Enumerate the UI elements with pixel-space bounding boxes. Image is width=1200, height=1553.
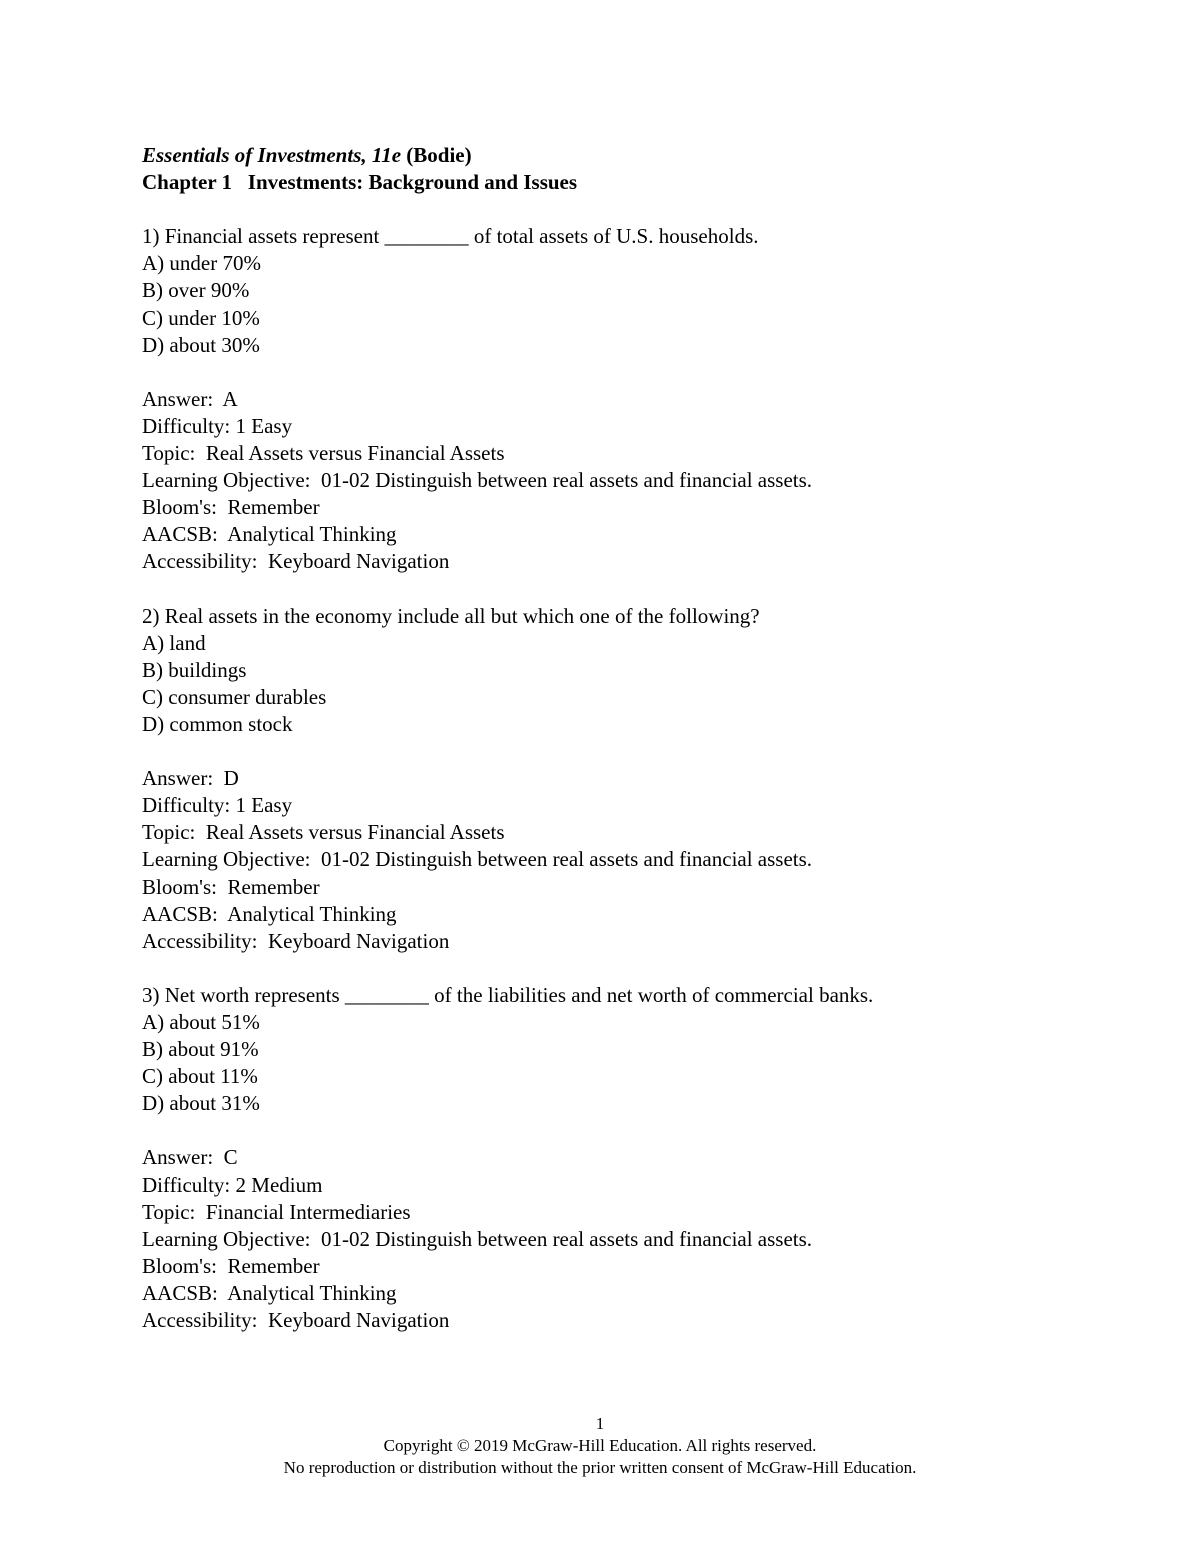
accessibility-tag: Accessibility: Keyboard Navigation [142, 1308, 450, 1333]
aacsb-tag: AACSB: Analytical Thinking [142, 522, 397, 547]
book-title: Essentials of Investments, 11e [142, 143, 402, 167]
distribution-notice: No reproduction or distribution without the prior written consent of McGraw-Hill Education. [283, 1458, 917, 1477]
learning-objective: Learning Objective: 01-02 Distinguish between real assets and financial assets. [142, 468, 813, 493]
answer-key: Answer: D [142, 766, 239, 791]
answer-option: D) about 30% [142, 332, 260, 357]
aacsb-tag: AACSB: Analytical Thinking [142, 1280, 397, 1305]
topic: Topic: Real Assets versus Financial Assets [142, 820, 505, 845]
question-stem: 1) Financial assets represent ________ of total assets of U.S. households. [142, 224, 759, 249]
learning-objective: Learning Objective: 01-02 Distinguish between real assets and financial assets. [142, 847, 813, 872]
question-block [142, 603, 1102, 955]
answer-option: A) under 70% [142, 251, 261, 276]
answer-option: A) land [142, 630, 206, 655]
difficulty: Difficulty: 1 Easy [142, 793, 293, 818]
aacsb-tag: AACSB: Analytical Thinking [142, 901, 397, 926]
answer-option: C) consumer durables [142, 684, 327, 709]
document-body [142, 142, 1102, 1334]
page-footer [0, 1413, 1200, 1479]
question-block [142, 223, 1102, 575]
difficulty: Difficulty: 2 Medium [142, 1172, 323, 1197]
answer-option: B) over 90% [142, 278, 250, 303]
answer-key: Answer: A [142, 386, 238, 411]
answer-option: D) common stock [142, 711, 293, 736]
accessibility-tag: Accessibility: Keyboard Navigation [142, 928, 450, 953]
answer-option: B) buildings [142, 657, 247, 682]
topic: Topic: Real Assets versus Financial Assets [142, 441, 505, 466]
question-stem: 2) Real assets in the economy include all but which one of the following? [142, 603, 760, 628]
question-stem: 3) Net worth represents ________ of the liabilities and net worth of commercial banks. [142, 982, 874, 1007]
learning-objective: Learning Objective: 01-02 Distinguish between real assets and financial assets. [142, 1226, 813, 1251]
question-block [142, 982, 1102, 1334]
answer-key: Answer: C [142, 1145, 238, 1170]
answer-option: C) under 10% [142, 305, 260, 330]
answer-option: C) about 11% [142, 1064, 258, 1089]
answer-option: A) about 51% [142, 1010, 260, 1034]
copyright-notice: Copyright © 2019 McGraw-Hill Education. All rights reserved. [383, 1436, 817, 1455]
topic: Topic: Financial Intermediaries [142, 1199, 411, 1224]
blooms-level: Bloom's: Remember [142, 495, 320, 520]
chapter-title: Chapter 1 Investments: Background and Issues [142, 170, 578, 195]
book-title-line [142, 142, 1102, 169]
difficulty: Difficulty: 1 Easy [142, 413, 293, 438]
accessibility-tag: Accessibility: Keyboard Navigation [142, 549, 450, 574]
book-author: (Bodie) [401, 143, 472, 167]
blooms-level: Bloom's: Remember [142, 1253, 320, 1278]
page-number: 1 [595, 1414, 605, 1433]
answer-option: B) about 91% [142, 1037, 259, 1062]
answer-option: D) about 31% [142, 1091, 260, 1116]
blooms-level: Bloom's: Remember [142, 874, 320, 899]
